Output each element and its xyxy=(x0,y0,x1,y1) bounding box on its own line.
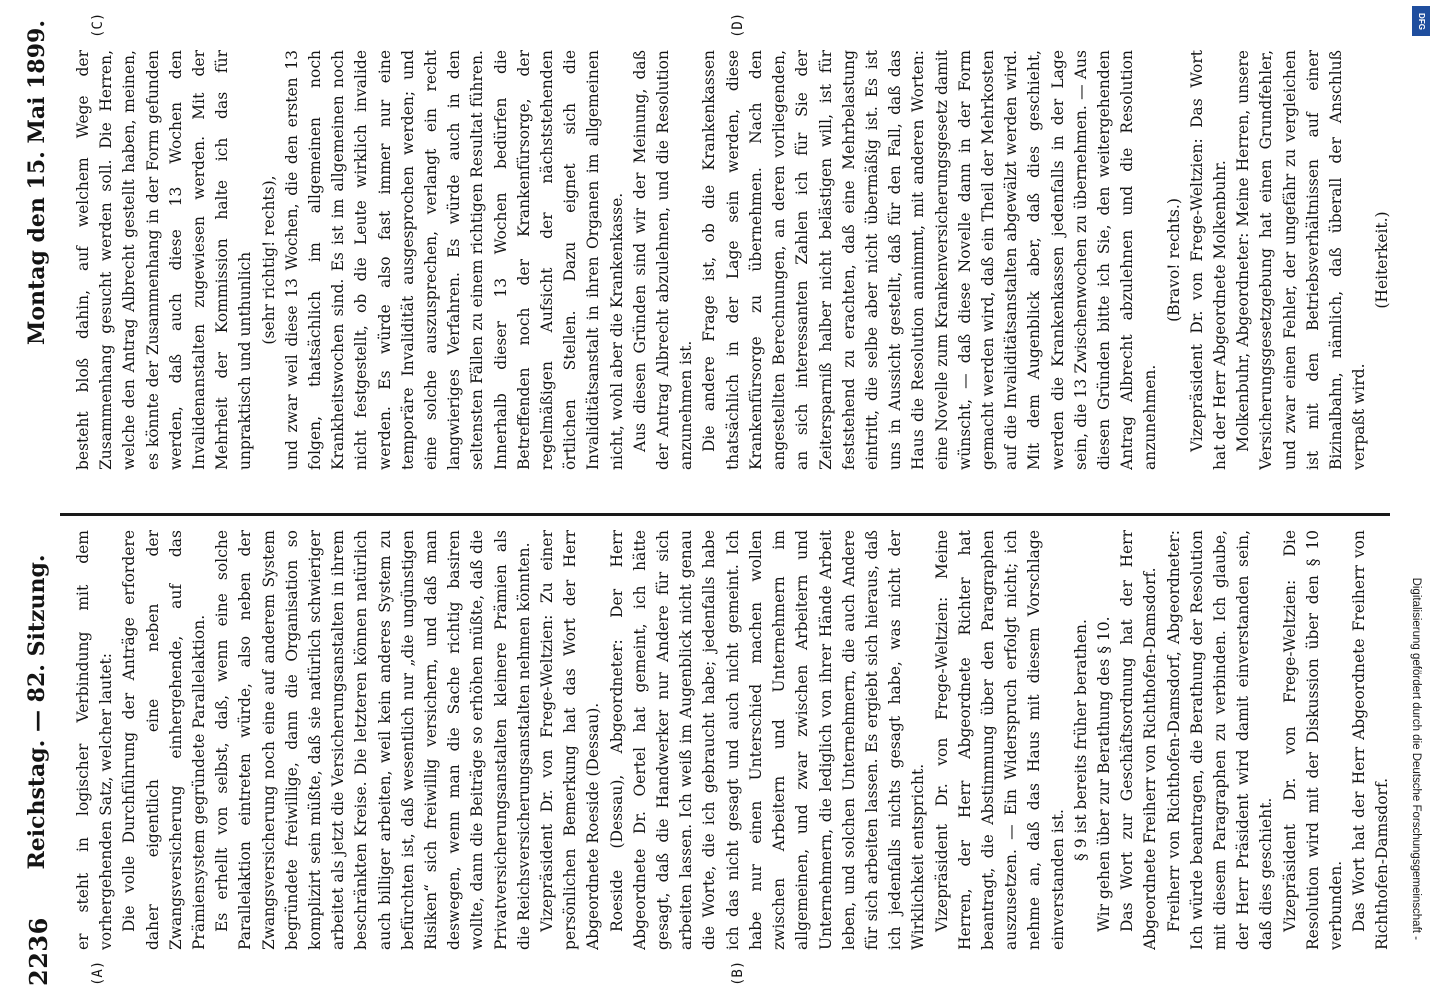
right-column xyxy=(72,50,1392,470)
paragraph: besteht bloß dahin, auf welchem Wege der Zusammenhang gesucht werden soll. Die Herren, welche den Antrag Albrecht gestellt haben, meinen, es könnte der Zusammenhang in der Form gefunden werden, daß auch diese 13 Wochen den Invalidenanstalten zugewiesen werden. Mit der Mehrheit der Kommission halte ich das für unpraktisch und unthunlich xyxy=(74,50,255,470)
paragraph: Freiherr von Richthofen-Damsdorf, Abgeordneter: Ich würde beantragen, die Berathung der Resolution mit diesem Paragraphen zu verbinden. Ich glaube, der Herr Präsident wird damit einverstanden sein, daß dies geschieht. xyxy=(1164,530,1276,950)
paragraph: Vizepräsident Dr. von Frege-Weltzien: Zu einer persönlichen Bemerkung hat das Wort der Herr Abgeordnete Roeside (Dessau). xyxy=(538,530,603,950)
digitization-footer xyxy=(1400,60,1430,940)
margin-mark-b: (B) xyxy=(730,960,746,986)
paragraph: § 9 ist bereits früher berathen. xyxy=(1071,619,1090,861)
paragraph: Molkenbuhr, Abgeordneter: Meine Herren, unsere Versicherungsgesetzgebung hat einen Grundfehler, und zwar einen Fehler, der ungefähr zu vergleichen ist mit den Betriebsverhältnissen auf einer Bizinalbahn, nämlich, daß überall der Anschluß verpaßt wird. xyxy=(1234,50,1369,470)
margin-mark-c: (C) xyxy=(90,12,106,38)
paragraph: Vizepräsident Dr. von Frege-Weltzien: Meine Herren, der Herr Abgeordnete Richter hat beantragt, die Abstimmung über den Paragraphen auszusetzen. — Ein Widerspruch erfolgt nicht; ich nehme an, daß das Haus mit diesem Vorschlage einverstanden ist. xyxy=(932,530,1067,950)
margin-mark-a: (A) xyxy=(90,960,106,986)
paragraph: Das Wort zur Geschäftsordnung hat der Herr Abgeordnete Freiherr von Richthofen-Damsdorf. xyxy=(1118,530,1160,950)
paragraph: (Bravo! rechts.) xyxy=(1164,198,1183,322)
dfg-logo-text: DFG xyxy=(1416,12,1426,30)
paragraph: (Heiterkeit.) xyxy=(1373,211,1392,309)
paragraph: Vizepräsident Dr. von Frege-Weltzien: Die Resolution wird mit der Diskussion über den § 10 verbunden. xyxy=(1280,530,1345,950)
paragraph: Es erhellt von selbst, daß, wenn eine solche Parallelaktion eintreten würde, also neben der Zwangsversicherung noch eine auf anderem System begründete freiwillige, dann die Organisation so komplizirt sein müßte, daß sie natürlich schwieriger arbeitet als jetzt die Versicherungsanstalten in ihrem beschränkten Kreise. Die letzteren können natürlich auch billiger arbeiten, weil kein anderes System zu befürchten ist, daß wesentlich nur „die ungünstigen Risiken“ sich freiwillig versichern, und daß man deswegen, wenn man die Sache richtig basiren wollte, dann die Beiträge so erhöhen müßte, daß die Privatversicherungsanstalten kleinere Prämien als die Reichsversicherungsanstalten nehmen könnten. xyxy=(213,530,533,950)
session-title: Reichstag. — 82. Sitzung. xyxy=(24,554,50,870)
paragraph: Die volle Durchführung der Anträge erfordere daher eigentlich eine neben der Zwangsversicherung einhergehende, auf das Prämiensystem gegründete Parallelaktion. xyxy=(120,530,209,950)
paragraph: (sehr richtig! rechts), xyxy=(259,175,278,345)
paragraph: Vizepräsident Dr. von Frege-Weltzien: Das Wort hat der Herr Abgeordnete Molkenbuhr. xyxy=(1187,50,1229,470)
margin-mark-d: (D) xyxy=(730,12,746,38)
paragraph: Die andere Frage ist, ob die Krankenkassen thatsächlich in der Lage sein werden, diese Krankenfürsorge zu übernehmen. Nach den angestellten Berechnungen, an deren vorliegenden, an sich interessanten Zahlen ich für Sie der Zeitersparniß halber nicht belästigen will, ist für feststehend zu erachten, daß eine Mehrbelastung eintritt, die selbe aber nicht übermäßig ist. Es ist uns in Aussicht gestellt, daß für den Fall, daß das Haus die Resolution annimmt, mit anderen Worten: eine Novelle zum Krankenversicherungsgesetz damit wünscht, — daß diese Novelle dann in der Form gemacht werden wird, daß ein Theil der Mehrkosten auf die Invaliditätsanstalten abgewälzt werden wird. Mit dem Augenblick aber, daß dies geschieht, werden die Krankenkassen jedenfalls in der Lage sein, die 13 Zwischenwochen zu übernehmen. — Aus diesen Gründen bitte ich Sie, den weitergehenden Antrag Albrecht abzulehnen und die Resolution anzunehmen. xyxy=(700,50,1160,470)
digitization-note: Digitalisierung gefördert durch die Deutsche Forschungsgemeinschaft - xyxy=(1410,577,1422,940)
left-column xyxy=(72,530,1392,950)
session-date: Montag den 15. Mai 1899. xyxy=(24,20,50,345)
paragraph: Aus diesen Gründen sind wir der Meinung, daß der Antrag Albrecht abzulehnen, und die Resolution anzunehmen ist. xyxy=(630,50,696,470)
column-divider xyxy=(60,513,1390,516)
dfg-logo xyxy=(1412,6,1430,36)
paragraph: er steht in logischer Verbindung mit dem vorhergehenden Satz, welcher lautet: xyxy=(74,530,116,950)
paragraph: Das Wort hat der Herr Abgeordnete Freiherr von Richthofen-Damsdorf. xyxy=(1350,530,1392,950)
paragraph: Wir gehen über zur Berathung des § 10. xyxy=(1094,616,1113,932)
paragraph: Roeside (Dessau), Abgeordneter: Der Herr Abgeordnete Dr. Oertel hat gemeint, ich hätte gesagt, daß die Handwerker nur Andere für sich arbeiten lassen. Ich weiß im Augenblick nicht genau die Worte, die ich gebraucht habe; jedenfalls habe ich das nicht gesagt und auch nicht gemeint. Ich habe nur einen Unterschied machen wollen zwischen Arbeitern und Unternehmern im allgemeinen, und zwar zwischen Arbeitern und Unternehmern, die lediglich von ihrer Hände Arbeit leben, und solchen Unternehmern, die auch Andere für sich arbeiten lassen. Es ergiebt sich hieraus, daß ich jedenfalls nichts gesagt habe, was nicht der Wirklichkeit entspricht. xyxy=(607,530,928,950)
page-number: 2236 xyxy=(24,917,53,986)
paragraph: und zwar weil diese 13 Wochen, die den ersten 13 folgen, thatsächlich im allgemeinen noch Krankheitswochen sind. Es ist im allgemeinen noch nicht festgestellt, ob die Leute wirklich invalide werden. Es würde also fast immer nur eine temporäre Invalidität ausgesprochen werden; und eine solche auszusprechen, verlangt ein recht langwieriges Verfahren. Es würde auch in den seltensten Fällen zu einem richtigen Resultat führen. Innerhalb dieser 13 Wochen bedürfen die Betreffenden noch der Krankenfürsorge, der regelmäßigen Aufsicht der nächststehenden örtlichen Stellen. Dazu eignet sich die Invaliditätsanstalt in ihren Organen im allgemeinen nicht, wohl aber die Krankenkasse. xyxy=(282,50,626,470)
page-header xyxy=(0,0,80,1000)
